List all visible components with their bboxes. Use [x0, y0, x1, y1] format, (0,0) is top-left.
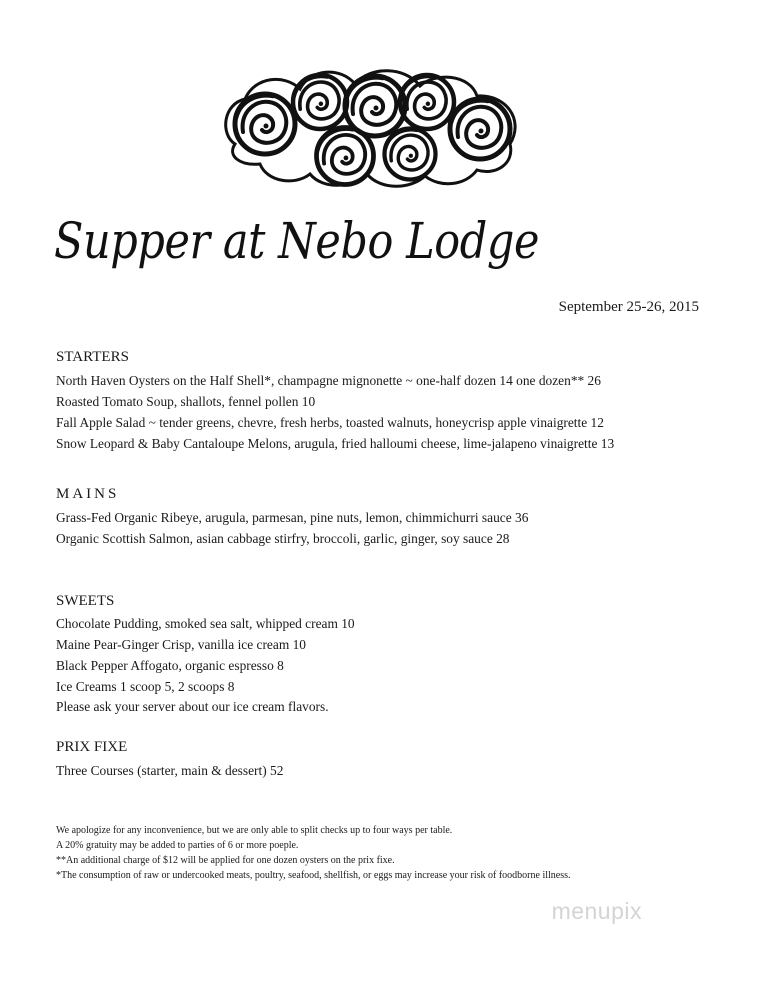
footnote: *The consumption of raw or undercooked meats, poultry, seafood, shellfish, or eggs may increase your risk of foodborne illness.: [56, 870, 571, 881]
menu-item: Snow Leopard & Baby Cantaloupe Melons, arugula, fried halloumi cheese, lime-jalapeno vinaigrette 13: [56, 436, 615, 451]
menu-item: North Haven Oysters on the Half Shell*, champagne mignonette ~ one-half dozen 14 one dozen** 26: [56, 373, 601, 388]
menu-item: Roasted Tomato Soup, shallots, fennel pollen 10: [56, 394, 316, 409]
mains-heading: MAINS: [56, 486, 120, 502]
menu-item: Maine Pear-Ginger Crisp, vanilla ice cream 10: [56, 637, 306, 652]
menu-item: Black Pepper Affogato, organic espresso 8: [56, 658, 284, 673]
menu-note: Please ask your server about our ice cream flavors.: [56, 699, 329, 714]
menu-item: Chocolate Pudding, smoked sea salt, whipped cream 10: [56, 616, 355, 631]
menu-item: Ice Creams 1 scoop 5, 2 scoops 8: [56, 679, 235, 694]
watermark: menupix: [551, 898, 642, 924]
menu-item: Fall Apple Salad ~ tender greens, chevre, fresh herbs, toasted walnuts, honeycrisp apple vinaigrette 12: [56, 415, 604, 430]
menu-date: September 25-26, 2015: [558, 299, 699, 315]
menu-item: Organic Scottish Salmon, asian cabbage stirfry, broccoli, garlic, ginger, soy sauce 28: [56, 531, 510, 546]
footnote: We apologize for any inconvenience, but we are only able to split checks up to four ways per table.: [56, 825, 453, 836]
swirl-cloud-logo-icon: [215, 64, 530, 194]
starters-heading: STARTERS: [56, 349, 129, 365]
prix-fixe-heading: PRIX FIXE: [56, 739, 128, 755]
footnote: A 20% gratuity may be added to parties of 6 or more poeple.: [56, 840, 299, 851]
menu-item: Three Courses (starter, main & dessert) 52: [56, 763, 284, 778]
sweets-heading: SWEETS: [56, 593, 115, 609]
footnote: **An additional charge of $12 will be applied for one dozen oysters on the prix fixe.: [56, 855, 395, 866]
page-title: Supper at Nebo Lodge: [54, 212, 539, 270]
menu-item: Grass-Fed Organic Ribeye, arugula, parmesan, pine nuts, lemon, chimmichurri sauce 36: [56, 510, 529, 525]
